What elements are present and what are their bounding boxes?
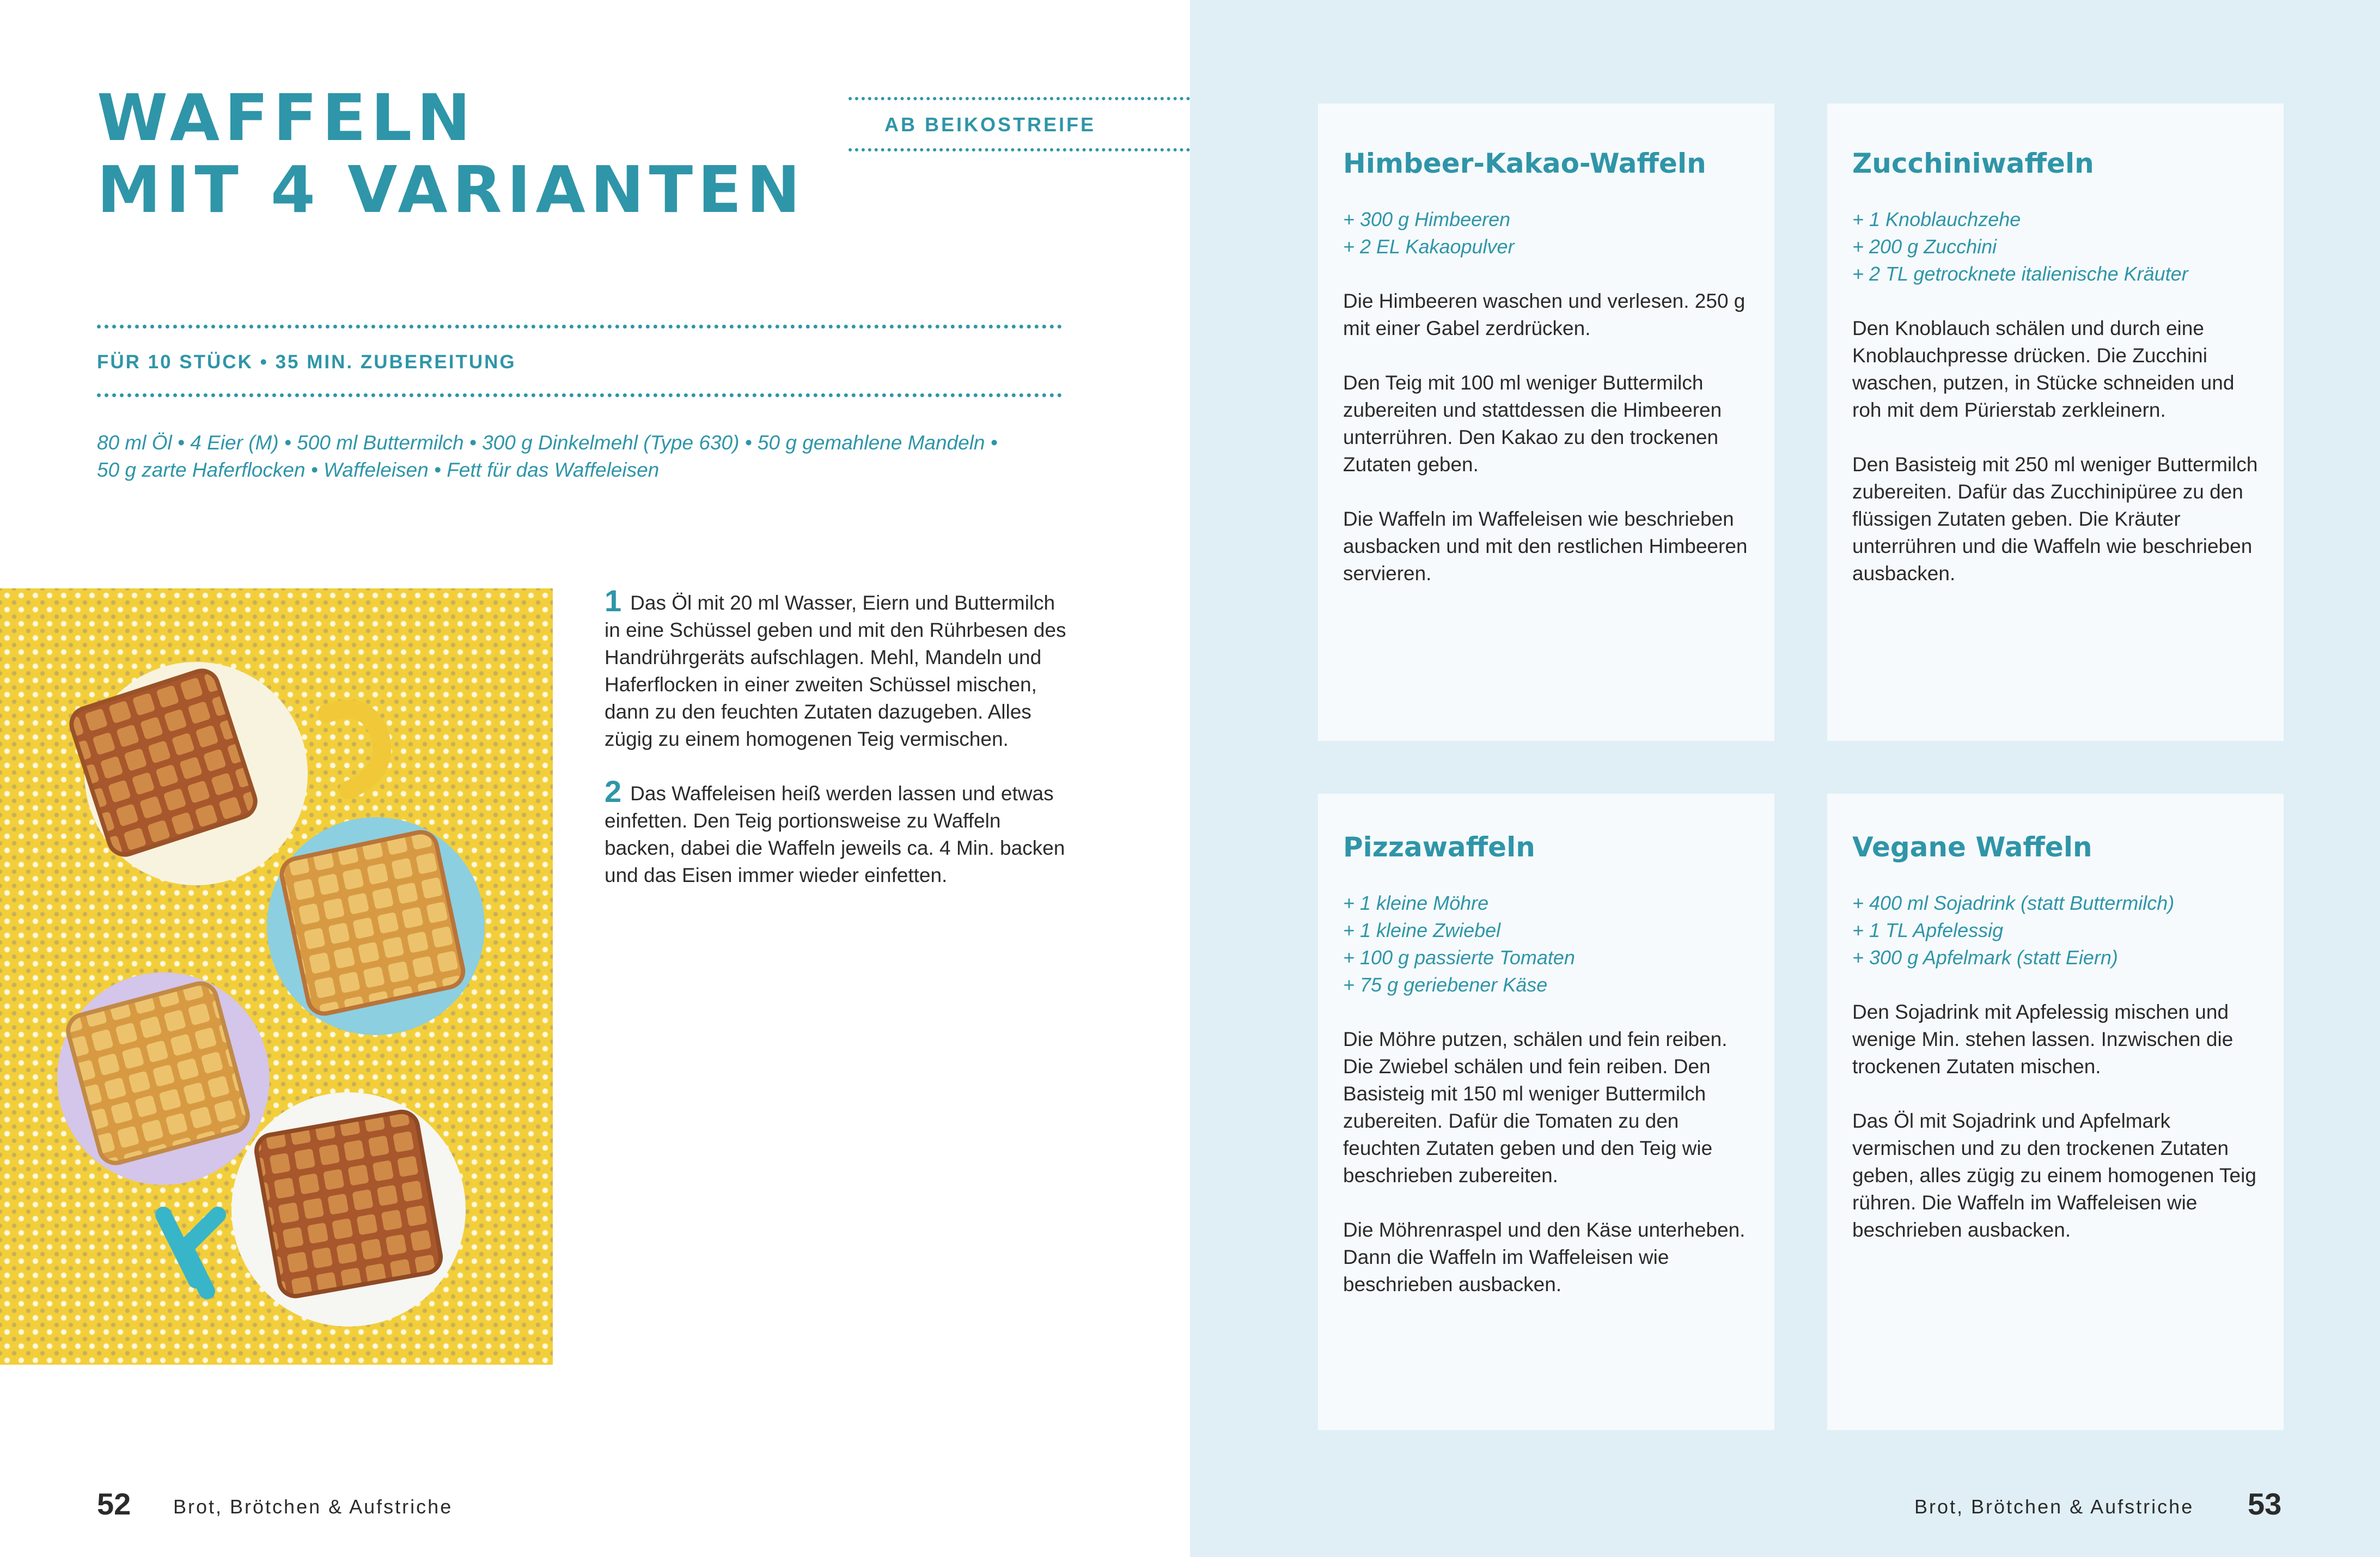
card-ingredients <box>1343 206 1749 260</box>
card-ingredient: + 300 g Himbeeren <box>1343 208 1511 230</box>
step-number: 2 <box>605 774 622 808</box>
variant-card-himbeer <box>1318 104 1774 741</box>
card-paragraph: Das Öl mit Sojadrink und Apfelmark vermischen und zu den trockenen Zutaten geben, alles zügig zu einem homogenen Teig rühren. Die Waffeln im Waffeleisen wie beschrieben ausbacken. <box>1852 1110 2256 1241</box>
card-paragraph: Die Waffeln im Waffeleisen wie beschrieben ausbacken und mit den restlichen Himbeeren servieren. <box>1343 508 1748 585</box>
card-paragraph: Die Himbeeren waschen und verlesen. 250 g mit einer Gabel zerdrücken. <box>1343 290 1746 339</box>
card-ingredients <box>1852 890 2259 971</box>
plate-lilac <box>57 972 270 1185</box>
plate-right-blue <box>267 817 485 1035</box>
card-ingredients <box>1343 890 1749 999</box>
page-number-left: 52 <box>97 1487 131 1521</box>
title-line-2: MIT 4 VARIANTEN <box>97 152 805 227</box>
waffle-photo <box>0 588 553 1365</box>
recipe-title <box>97 82 805 226</box>
variant-card-pizza <box>1318 794 1774 1430</box>
plate-top-left <box>68 662 308 885</box>
age-badge <box>849 97 1190 151</box>
card-ingredient: + 75 g geriebener Käse <box>1343 974 1548 996</box>
instruction-steps <box>605 583 1073 914</box>
card-body <box>1343 1026 1749 1298</box>
card-paragraph: Den Knoblauch schälen und durch eine Knoblauchpresse drücken. Die Zucchini waschen, putzen, in Stücke schneiden und roh mit dem Pürierstab zerkleinern. <box>1852 317 2235 421</box>
letter-j-decor <box>327 709 382 790</box>
card-paragraph: Die Möhre putzen, schälen und fein reiben. Die Zwiebel schälen und fein reiben. Den Basisteig mit 150 ml weniger Buttermilch zubereiten. Dafür die Tomaten zu den feuchten Zutaten geben und den Teig wie beschrieben zubereiten. <box>1343 1028 1728 1187</box>
variant-card-vegan <box>1827 794 2284 1430</box>
step-2 <box>605 774 1073 889</box>
plate-bottom <box>231 1092 466 1327</box>
card-ingredient: + 1 TL Apfelessig <box>1852 919 2004 941</box>
section-title-left: Brot, Brötchen & Aufstriche <box>173 1495 453 1518</box>
card-paragraph: Den Basisteig mit 250 ml weniger Buttermilch zubereiten. Dafür das Zucchinipüree zu den flüssigen Zutaten geben. Die Kräuter unterrühren und die Waffeln wie beschrieben ausbacken. <box>1852 453 2258 585</box>
card-ingredient: + 2 TL getrocknete italienische Kräuter <box>1852 263 2188 285</box>
ingredient-line-2: 50 g zarte Haferflocken • Waffeleisen • Fett für das Waffeleisen <box>97 459 660 481</box>
badge-notch <box>847 100 863 148</box>
variant-card-zucchini <box>1827 104 2284 741</box>
divider-bottom <box>97 393 1062 397</box>
step-1 <box>605 583 1073 753</box>
letter-k-decor <box>163 1215 218 1291</box>
card-title: Pizzawaffeln <box>1343 831 1535 863</box>
card-body <box>1852 315 2259 587</box>
step-text: Das Öl mit 20 ml Wasser, Eiern und Buttermilch in eine Schüssel geben und mit den Rührbesen des Handrührgeräts aufschlagen. Mehl, Mandeln und Haferflocken in einer zweiten Schüssel mischen, dann zu den feuchten Zutaten dazugeben. Alles zügig zu einem homogenen Teig vermischen. <box>605 592 1066 750</box>
card-paragraph: Den Teig mit 100 ml weniger Buttermilch zubereiten und stattdessen die Himbeeren unterrühren. Den Kakao zu den trockenen Zutaten geben. <box>1343 372 1722 476</box>
step-number: 1 <box>605 583 622 618</box>
card-ingredient: + 1 kleine Zwiebel <box>1343 919 1501 941</box>
card-ingredient: + 200 g Zucchini <box>1852 235 1997 258</box>
waffle-illustration <box>0 588 553 1365</box>
card-ingredient: + 400 ml Sojadrink (statt Buttermilch) <box>1852 892 2175 914</box>
card-ingredient: + 100 g passierte Tomaten <box>1343 946 1575 969</box>
right-page <box>1190 0 2380 1557</box>
title-line-1: WAFFELN <box>97 80 475 155</box>
section-title-right: Brot, Brötchen & Aufstriche <box>1914 1495 2194 1518</box>
card-title: Zucchiniwaffeln <box>1852 148 2094 179</box>
card-ingredients <box>1852 206 2259 288</box>
card-ingredient: + 1 Knoblauchzehe <box>1852 208 2021 230</box>
age-badge-label: AB BEIKOSTREIFE <box>884 113 1096 136</box>
card-ingredient: + 300 g Apfelmark (statt Eiern) <box>1852 946 2118 969</box>
page-number-right: 53 <box>2248 1487 2282 1521</box>
card-body <box>1343 288 1749 587</box>
ingredient-line-1: 80 ml Öl • 4 Eier (M) • 500 ml Buttermilch • 300 g Dinkelmehl (Type 630) • 50 g gemahlene Mandeln • <box>97 431 998 454</box>
ingredient-list <box>97 429 1077 484</box>
step-text: Das Waffeleisen heiß werden lassen und etwas einfetten. Den Teig portionsweise zu Waffeln backen, dabei die Waffeln jeweils ca. 4 Min. backen und das Eisen immer wieder einfetten. <box>605 782 1065 886</box>
card-title: Vegane Waffeln <box>1852 831 2092 863</box>
divider-top <box>97 325 1062 329</box>
card-body <box>1852 999 2259 1244</box>
card-ingredient: + 2 EL Kakaopulver <box>1343 235 1515 258</box>
card-paragraph: Den Sojadrink mit Apfelessig mischen und wenige Min. stehen lassen. Inzwischen die trockenen Zutaten mischen. <box>1852 1001 2233 1078</box>
card-title: Himbeer-Kakao-Waffeln <box>1343 148 1706 179</box>
servings-info: FÜR 10 STÜCK • 35 MIN. ZUBEREITUNG <box>97 351 516 373</box>
card-ingredient: + 1 kleine Möhre <box>1343 892 1489 914</box>
card-paragraph: Die Möhrenraspel und den Käse unterheben. Dann die Waffeln im Waffeleisen wie beschrieben ausbacken. <box>1343 1219 1746 1296</box>
